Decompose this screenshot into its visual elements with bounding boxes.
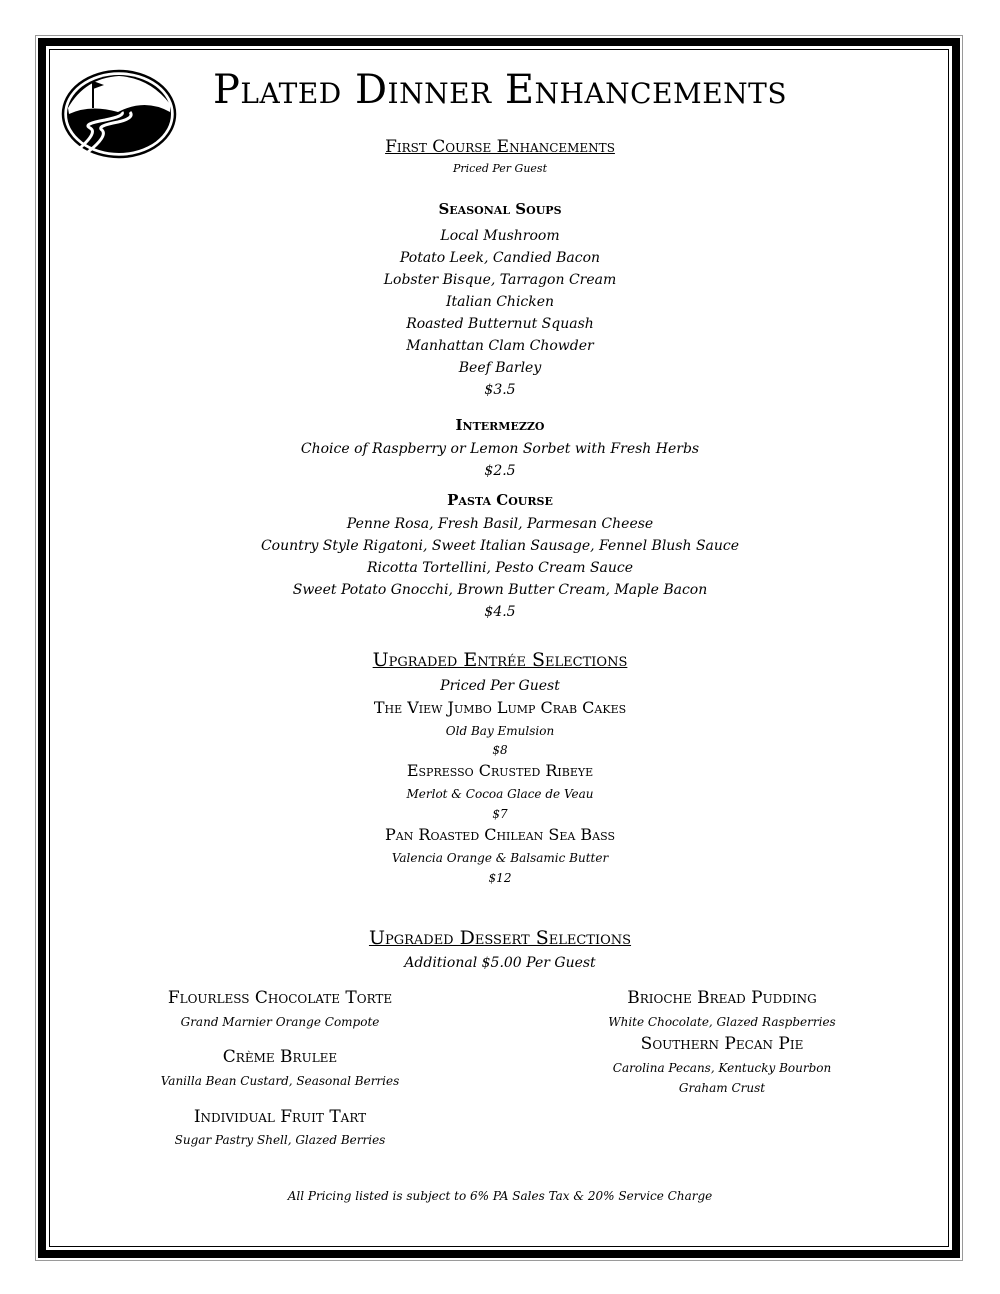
intermezzo-heading: Intermezzo: [455, 416, 545, 434]
soup-item: Beef Barley: [458, 360, 542, 376]
entree-description: Merlot & Cocoa Glace de Veau: [406, 787, 594, 801]
entree-note: Priced Per Guest: [440, 678, 560, 694]
dessert-note: Additional $5.00 Per Guest: [404, 955, 596, 971]
dessert-name: Crème Brulee: [222, 1047, 338, 1067]
soup-item: Local Mushroom: [440, 228, 560, 244]
entree-price: $8: [492, 743, 508, 757]
dessert-name: Flourless Chocolate Torte: [167, 988, 393, 1008]
first-course-heading: First Course Enhancements: [385, 137, 615, 157]
intermezzo-price: $2.5: [484, 463, 516, 479]
pricing-footnote: All Pricing listed is subject to 6% PA Sales Tax & 20% Service Charge: [287, 1189, 713, 1203]
soup-price: $3.5: [484, 382, 516, 398]
dessert-description: White Chocolate, Glazed Raspberries: [608, 1015, 836, 1029]
seasonal-soups-heading: Seasonal Soups: [438, 200, 562, 218]
entree-name: Pan Roasted Chilean Sea Bass: [384, 825, 615, 844]
soup-item: Manhattan Clam Chowder: [406, 338, 594, 354]
dessert-description: Sugar Pastry Shell, Glazed Berries: [174, 1133, 386, 1147]
soup-item: Roasted Butternut Squash: [406, 316, 594, 332]
first-course-note: Priced Per Guest: [452, 162, 547, 175]
dessert-description-line2: Graham Crust: [678, 1081, 766, 1095]
entree-price: $12: [488, 871, 512, 885]
intermezzo-item: Choice of Raspberry or Lemon Sorbet with Fresh Herbs: [300, 441, 700, 457]
pasta-item: Ricotta Tortellini, Pesto Cream Sauce: [366, 560, 634, 576]
pasta-item: Sweet Potato Gnocchi, Brown Butter Cream, Maple Bacon: [292, 582, 708, 598]
soup-item: Lobster Bisque, Tarragon Cream: [383, 272, 617, 288]
dessert-name: Individual Fruit Tart: [193, 1107, 367, 1127]
pasta-course-heading: Pasta Course: [447, 491, 553, 509]
entree-description: Valencia Orange & Balsamic Butter: [391, 851, 609, 865]
entree-description: Old Bay Emulsion: [445, 724, 555, 738]
pasta-item: Country Style Rigatoni, Sweet Italian Sausage, Fennel Blush Sauce: [260, 538, 740, 554]
page-title: Plated Dinner Enhancements: [212, 67, 787, 113]
pasta-price: $4.5: [484, 604, 516, 620]
soup-item: Italian Chicken: [445, 294, 555, 310]
dessert-description: Grand Marnier Orange Compote: [180, 1015, 380, 1029]
dessert-description: Carolina Pecans, Kentucky Bourbon: [612, 1061, 832, 1075]
dessert-name: Southern Pecan Pie: [640, 1034, 804, 1054]
dessert-description: Vanilla Bean Custard, Seasonal Berries: [160, 1074, 400, 1088]
entree-name: Espresso Crusted Ribeye: [406, 761, 594, 780]
dessert-selections-heading: Upgraded Dessert Selections: [368, 927, 632, 949]
soup-item: Potato Leek, Candied Bacon: [399, 250, 601, 266]
dessert-name: Brioche Bread Pudding: [627, 988, 817, 1008]
entree-name: The View Jumbo Lump Crab Cakes: [373, 698, 627, 717]
pasta-item: Penne Rosa, Fresh Basil, Parmesan Cheese: [346, 516, 654, 532]
entree-selections-heading: Upgraded Entrée Selections: [372, 649, 628, 671]
entree-price: $7: [492, 807, 508, 821]
